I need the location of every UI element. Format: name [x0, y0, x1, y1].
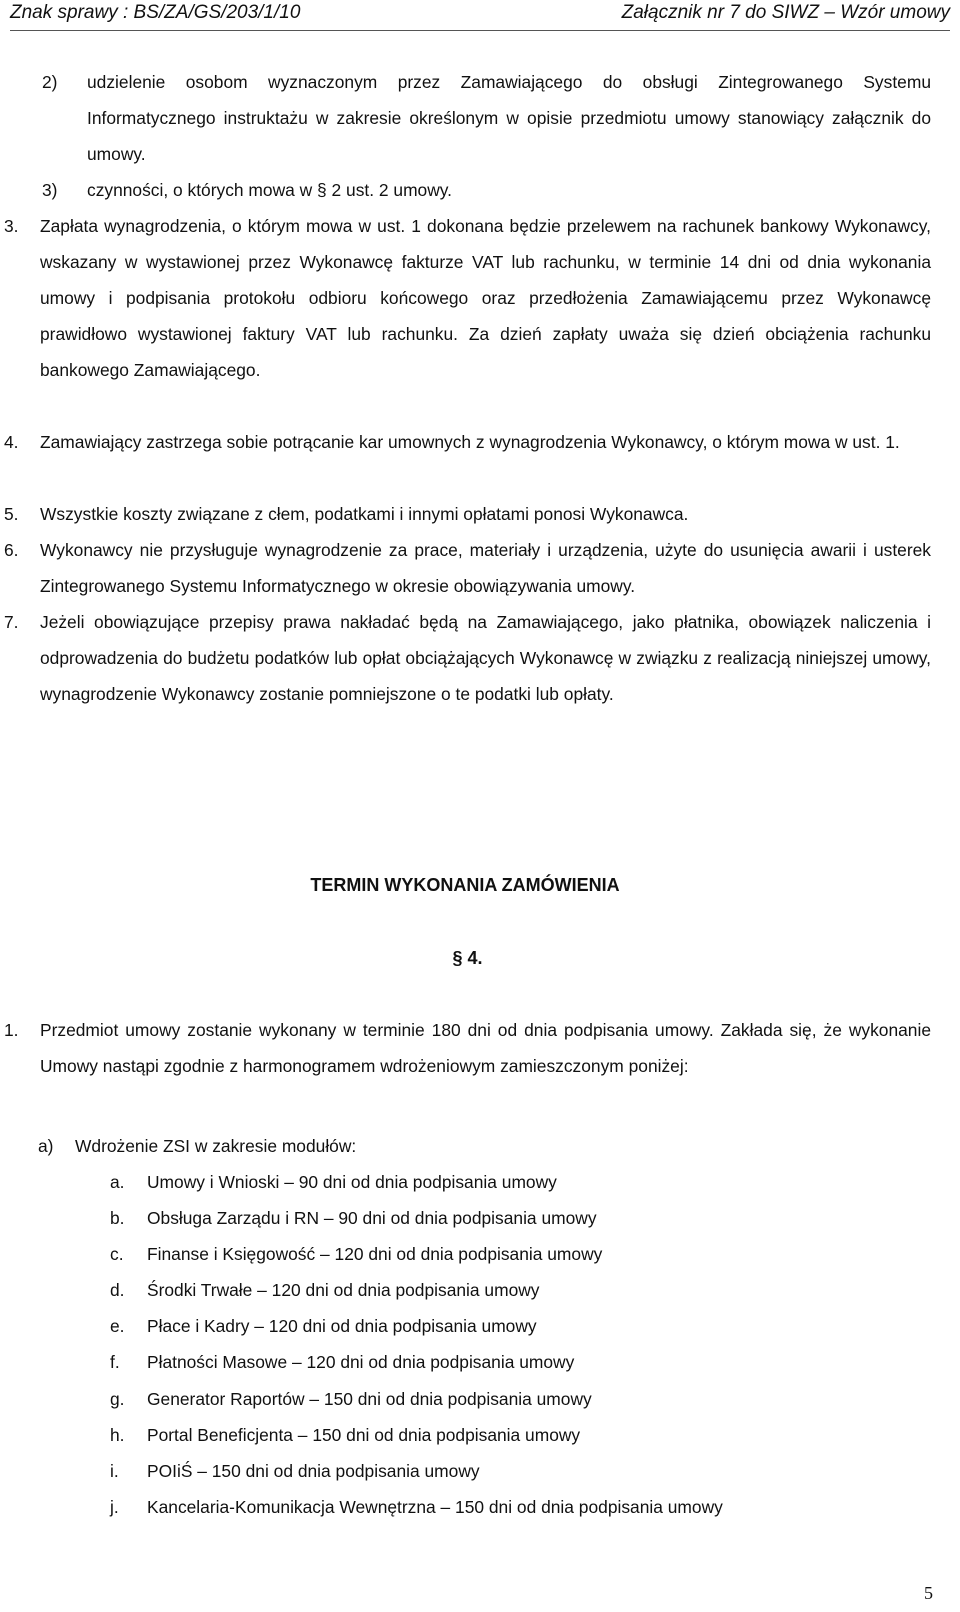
paragraph-4-number: 4. — [4, 432, 19, 452]
list-item-text: Umowy i Wnioski – 90 dni od dnia podpisania umowy — [147, 1172, 557, 1192]
list-item — [110, 1453, 870, 1489]
paragraph-6-body — [4, 532, 931, 604]
page-header — [10, 0, 950, 31]
paragraph-2-text: udzielenie osobom wyznaczonym przez Zamawiającego do obsługi Zintegrowanego Systemu Informatycznego instruktażu w zakresie określonym w opisie przedmiotu umowy stanowiący załącznik do umowy. — [87, 72, 931, 164]
paragraph-4-text: Zamawiający zastrzega sobie potrącanie kar umownych z wynagrodzenia Wykonawcy, o którym mowa w ust. 1. — [40, 432, 900, 452]
list-item — [110, 1417, 870, 1453]
list-item-text: Kancelaria-Komunikacja Wewnętrzna – 150 dni od dnia podpisania umowy — [147, 1496, 723, 1517]
paragraph-3-body — [4, 208, 931, 388]
deployment-list-text: Wdrożenie ZSI w zakresie modułów: — [75, 1136, 357, 1156]
list-item-label: h. — [110, 1424, 125, 1445]
list-item-text: Płace i Kadry – 120 dni od dnia podpisania umowy — [147, 1316, 537, 1337]
list-item-label: e. — [110, 1316, 125, 1337]
list-item-label: d. — [110, 1280, 125, 1301]
paragraph-3-paren-body — [42, 172, 931, 208]
paragraph-3-number: 3. — [4, 216, 19, 236]
list-item-text: Płatności Masowe – 120 dni od dnia podpisania umowy — [147, 1352, 575, 1373]
section-paragraph-1 — [4, 1012, 931, 1084]
paragraph-2-number: 2) — [42, 72, 58, 92]
list-item-label: f. — [110, 1352, 120, 1373]
paragraph-3-paren-number: 3) — [42, 180, 58, 200]
paragraph-5-text: Wszystkie koszty związane z cłem, podatkami i innymi opłatami ponosi Wykonawca. — [40, 504, 689, 524]
page-number: 5 — [924, 1583, 933, 1603]
list-item-label: i. — [110, 1460, 119, 1481]
list-item — [110, 1344, 870, 1380]
paragraph-6-text: Wykonawcy nie przysługuje wynagrodzenie za prace, materiały i urządzenia, użyte do usunięcia awarii i usterek Zintegrowanego Systemu Informatycznego w okresie obowiązywania umowy. — [40, 540, 931, 596]
list-item — [110, 1200, 870, 1236]
list-item — [110, 1164, 870, 1200]
paragraph-2-body — [42, 64, 931, 172]
paragraph-4 — [4, 424, 931, 460]
list-item-label: b. — [110, 1208, 125, 1229]
list-item-text: Finanse i Księgowość – 120 dni od dnia podpisania umowy — [147, 1244, 603, 1265]
paragraph-5 — [4, 496, 931, 532]
deployment-list — [38, 1128, 918, 1164]
paragraph-5-body — [4, 496, 931, 532]
paragraph-3-paren-text: czynności, o których mowa w § 2 ust. 2 umowy. — [87, 180, 453, 200]
paragraph-6 — [4, 532, 931, 604]
paragraph-7 — [4, 604, 931, 712]
list-item-label: c. — [110, 1244, 124, 1265]
paragraph-7-text: Jeżeli obowiązujące przepisy prawa nakładać będą na Zamawiającego, jako płatnika, obowiązek naliczenia i odprowadzenia do budżetu podatków lub opłat obciążających Wykonawcę w związku z realizacją niniejszej umowy, wynagrodzenie Wykonawcy zostanie pomniejszone o te podatki lub opłaty. — [40, 612, 931, 704]
paragraph-6-number: 6. — [4, 540, 19, 560]
paragraph-7-number: 7. — [4, 612, 19, 632]
list-item — [110, 1381, 870, 1417]
list-item-text: Środki Trwałe – 120 dni od dnia podpisania umowy — [147, 1280, 540, 1301]
list-item-label: j. — [110, 1496, 119, 1517]
section-paragraph-1-text: Przedmiot umowy zostanie wykonany w terminie 180 dni od dnia podpisania umowy. Zakłada się, że wykonanie Umowy nastąpi zgodnie z harmonogramem wdrożeniowym zamieszczonym poniżej: — [40, 1020, 931, 1076]
modules-list — [110, 1164, 870, 1525]
paragraph-5-number: 5. — [4, 504, 19, 524]
paragraph-4-body — [4, 424, 931, 460]
list-item — [110, 1308, 870, 1344]
list-item — [110, 1272, 870, 1308]
list-item-text: Obsługa Zarządu i RN – 90 dni od dnia podpisania umowy — [147, 1208, 597, 1229]
section-title: TERMIN WYKONANIA ZAMÓWIENIA — [310, 875, 620, 895]
attachment-title: Załącznik nr 7 do SIWZ – Wzór umowy — [621, 2, 950, 23]
paragraph-3-text: Zapłata wynagrodzenia, o którym mowa w ust. 1 dokonana będzie przelewem na rachunek bankowy Wykonawcy, wskazany w wystawionej przez Wykonawcę fakturze VAT lub rachunku, w terminie 14 dni od dnia wykonania umowy i podpisania protokołu odbioru końcowego oraz przedłożenia Zamawiającemu przez Wykonawcę prawidłowo wystawionej faktury VAT lub rachunku. Za dzień zapłaty uważa się dzień obciążenia rachunku bankowego Zamawiającego. — [40, 216, 931, 380]
section-paragraph-1-body — [4, 1012, 931, 1084]
section-paragraph-1-number: 1. — [4, 1020, 19, 1040]
section-number: § 4. — [452, 948, 483, 968]
list-item-label: g. — [110, 1388, 125, 1409]
list-item — [110, 1236, 870, 1272]
list-item-text: POIiŚ – 150 dni od dnia podpisania umowy — [147, 1460, 480, 1481]
list-item-text: Generator Raportów – 150 dni od dnia podpisania umowy — [147, 1388, 592, 1409]
paragraph-2 — [42, 64, 931, 172]
list-item-label: a. — [110, 1172, 125, 1192]
deployment-list-label: a) — [38, 1136, 54, 1156]
list-item-text: Portal Beneficjenta – 150 dni od dnia podpisania umowy — [147, 1424, 581, 1445]
list-item — [110, 1489, 870, 1525]
paragraph-3-paren — [42, 172, 931, 208]
paragraph-3 — [4, 208, 931, 388]
paragraph-7-body — [4, 604, 931, 712]
case-number: Znak sprawy : BS/ZA/GS/203/1/10 — [10, 2, 301, 23]
